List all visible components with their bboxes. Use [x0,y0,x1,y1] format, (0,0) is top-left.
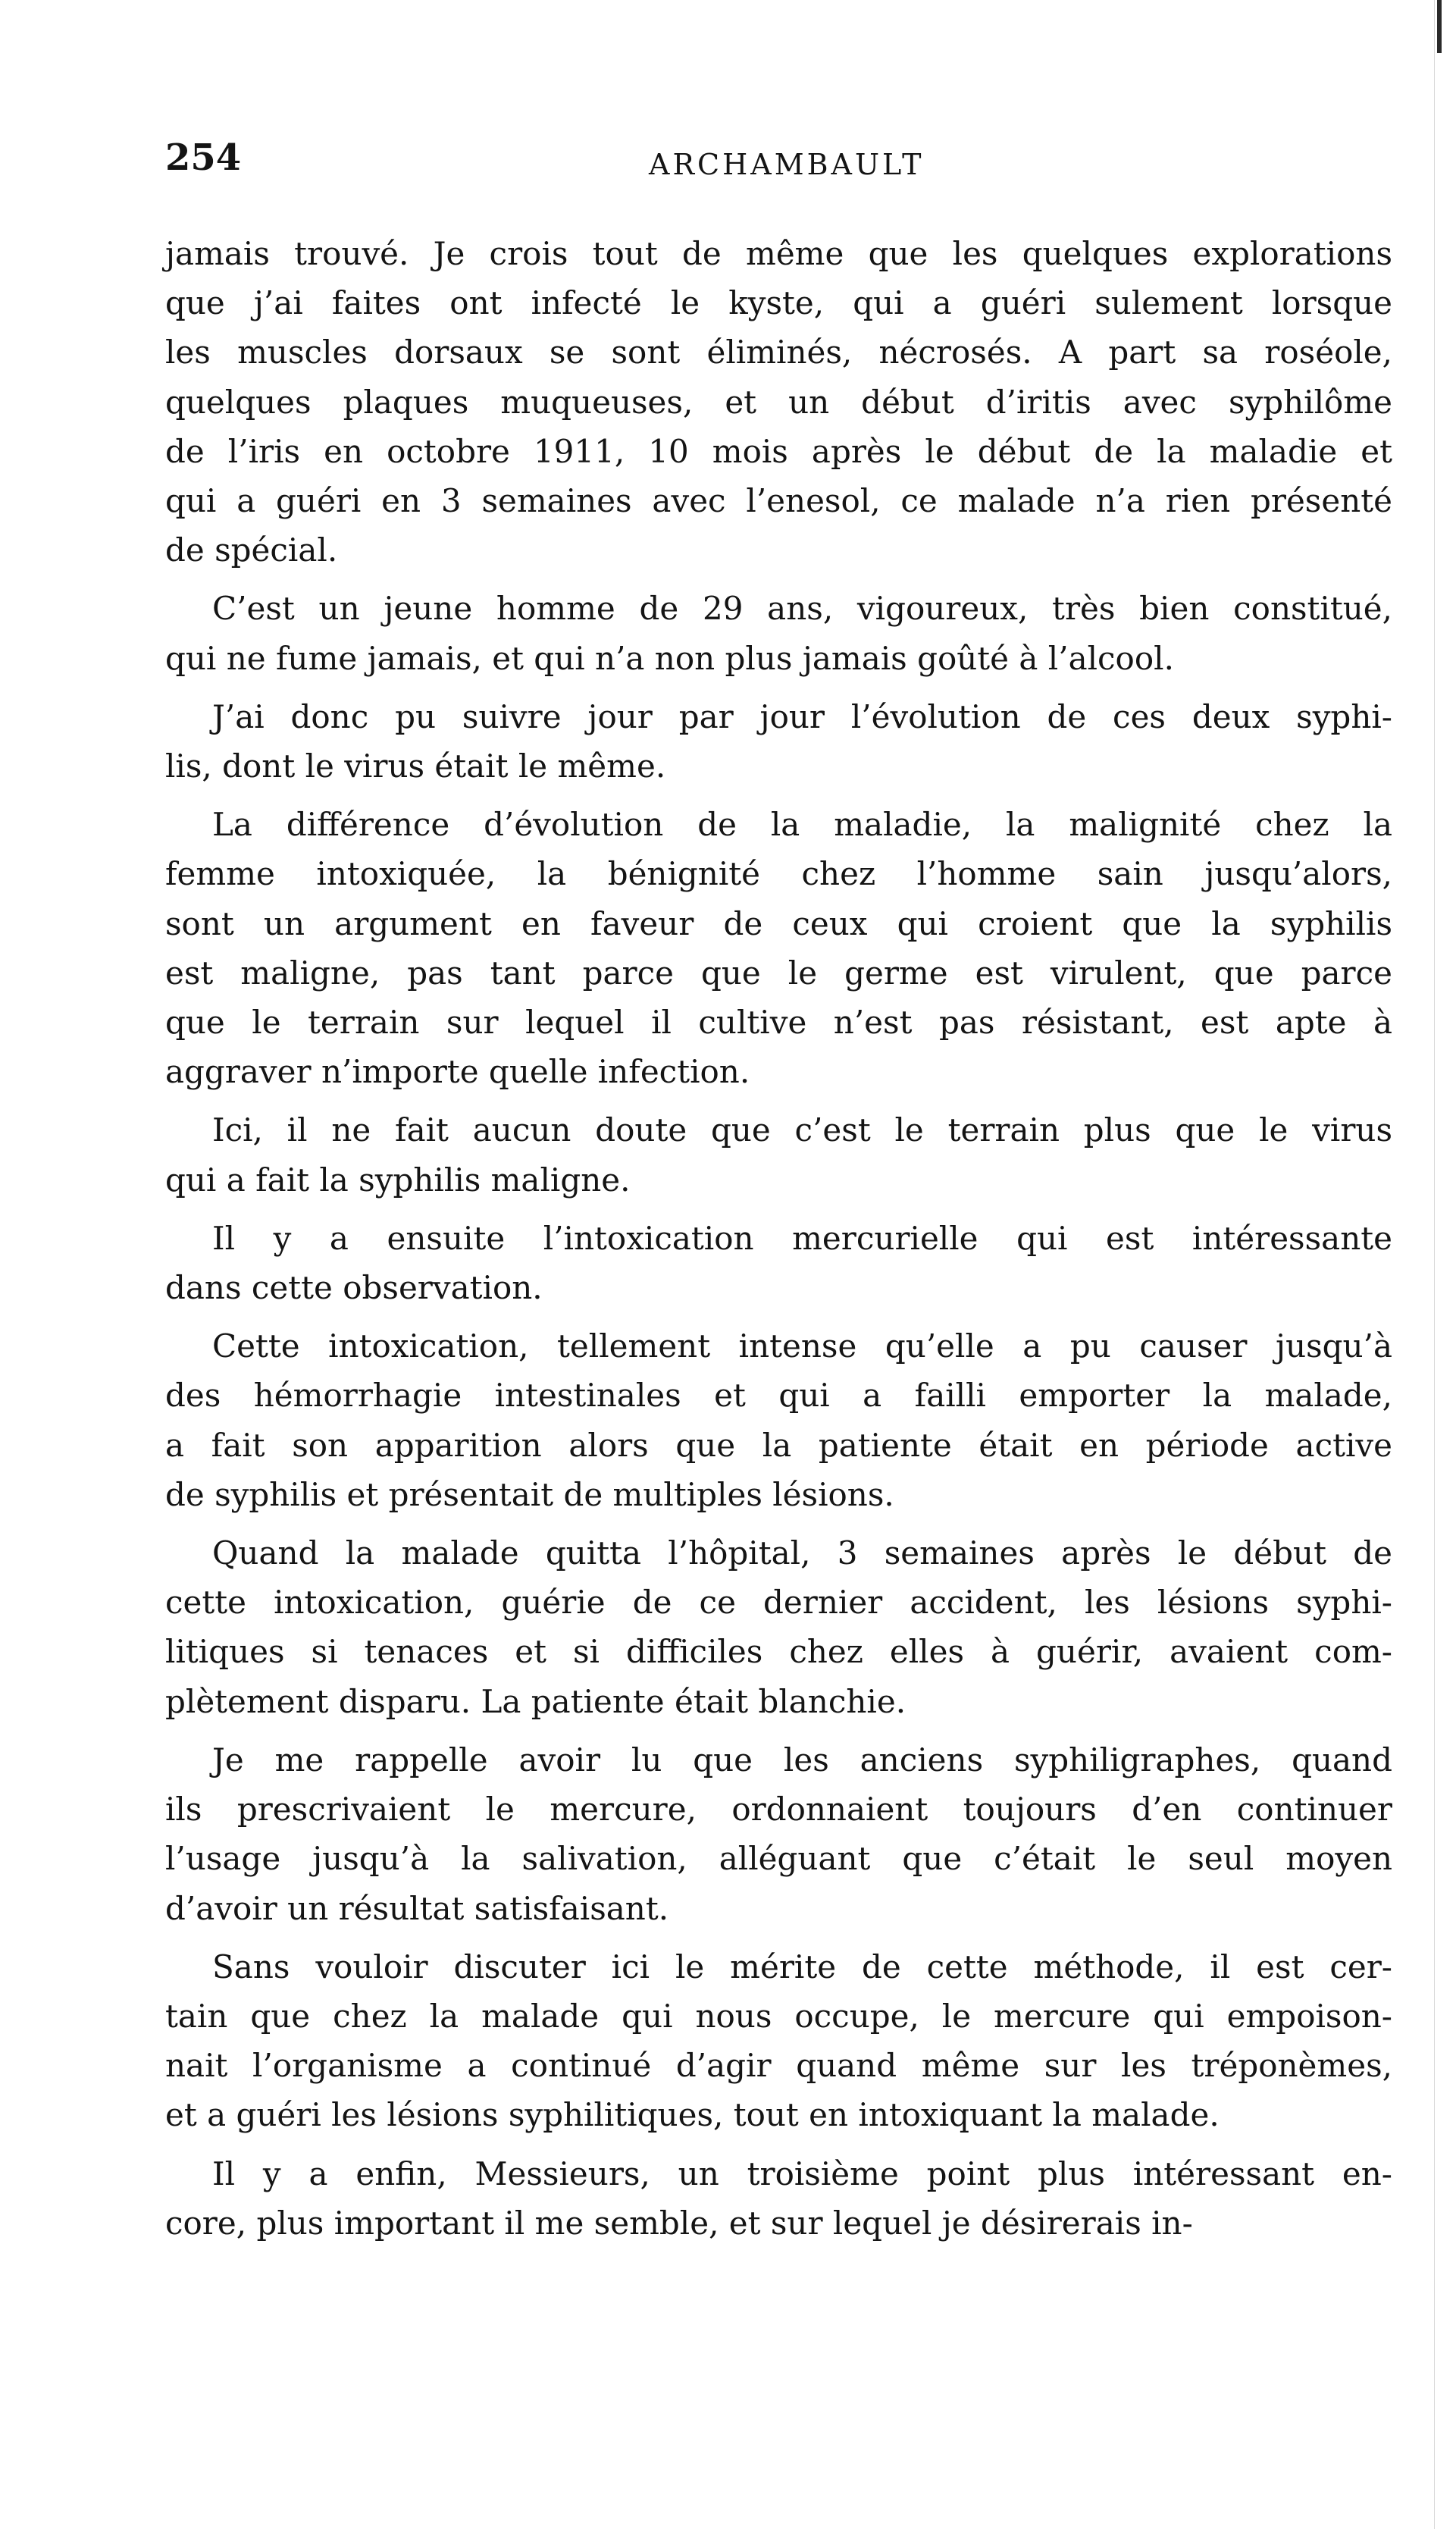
text-line: sont un argument en faveur de ceux qui croient que la syphilis [165,904,1392,942]
paragraph [165,229,1392,575]
text-line: que j’ai faites ont infecté le kyste, qui a guéri sulement lorsque [165,284,1392,322]
text-line: qui a guéri en 3 semaines avec l’enesol, ce malade n’a rien présenté [165,482,1392,520]
paragraph [165,1735,1392,1933]
text-line: dans cette observation. [165,1269,543,1307]
text-line: de l’iris en octobre 1911, 10 mois après le début de la maladie et [165,432,1392,470]
text-line: plètement disparu. La patiente était blanchie. [165,1682,906,1720]
text-line: Ici, il ne fait aucun doute que c’est le terrain plus que le virus [212,1111,1392,1149]
text-line: est maligne, pas tant parce que le germe est virulent, que parce [165,954,1392,992]
paragraph [165,584,1392,682]
text-line: ils prescrivaient le mercure, ordonnaient toujours d’en continuer [165,1791,1392,1829]
text-line: et a guéri les lésions syphilitiques, tout en intoxiquant la malade. [165,2096,1220,2134]
paragraph [165,800,1392,1096]
text-line: core, plus important il me semble, et sur lequel je désirerais in- [165,2204,1193,2242]
text-line: C’est un jeune homme de 29 ans, vigoureux, très bien constitué, [212,590,1392,628]
body-text [165,229,1392,2257]
paragraph [165,1528,1392,1726]
text-line: les muscles dorsaux se sont éliminés, nécrosés. A part sa roséole, [165,334,1392,371]
text-line: qui a fait la syphilis maligne. [165,1161,631,1199]
page-number: 254 [165,136,242,179]
paragraph [165,1321,1392,1519]
text-line: litiques si tenaces et si difficiles chez elles à guérir, avaient com- [165,1633,1392,1671]
text-line: nait l’organisme a continué d’agir quand même sur les tréponèmes, [165,2047,1392,2085]
text-line: a fait son apparition alors que la patiente était en période active [165,1426,1392,1464]
text-line: d’avoir un résultat satisfaisant. [165,1889,669,1927]
text-line: de syphilis et présentait de multiples lésions. [165,1475,894,1513]
text-line: Sans vouloir discuter ici le mérite de cette méthode, il est cer- [212,1948,1392,1985]
running-head: ARCHAMBAULT [649,148,925,181]
text-line: jamais trouvé. Je crois tout de même que les quelques explorations [165,235,1392,272]
paragraph [165,1105,1392,1204]
text-line: aggraver n’importe quelle infection. [165,1053,750,1091]
text-line: qui ne fume jamais, et qui n’a non plus jamais goûté à l’alcool. [165,639,1174,677]
text-line: Il y a enfin, Messieurs, un troisième point plus intéressant en- [212,2155,1392,2192]
text-line: que le terrain sur lequel il cultive n’est pas résistant, est apte à [165,1004,1392,1042]
paragraph [165,1214,1392,1312]
text-line: femme intoxiquée, la bénignité chez l’homme sain jusqu’alors, [165,855,1392,893]
text-line: des hémorrhagie intestinales et qui a failli emporter la malade, [165,1377,1392,1415]
text-line: Je me rappelle avoir lu que les anciens syphiligraphes, quand [212,1741,1392,1778]
paragraph [165,2149,1392,2248]
text-line: Cette intoxication, tellement intense qu’elle a pu causer jusqu’à [212,1327,1392,1365]
text-line: La différence d’évolution de la maladie, la malignité chez la [212,806,1392,844]
paragraph [165,692,1392,791]
page-gutter-line [1434,0,1435,2529]
text-line: quelques plaques muqueuses, et un début d’iritis avec syphilôme [165,383,1392,421]
scan-edge-mark [1437,0,1442,53]
text-line: de spécial. [165,531,338,569]
text-line: Quand la malade quitta l’hôpital, 3 semaines après le début de [212,1534,1392,1572]
text-line: Il y a ensuite l’intoxication mercurielle qui est intéressante [212,1219,1392,1257]
text-line: lis, dont le virus était le même. [165,747,666,785]
text-line: J’ai donc pu suivre jour par jour l’évolution de ces deux syphi- [212,697,1392,735]
text-line: cette intoxication, guérie de ce dernier accident, les lésions syphi- [165,1584,1392,1622]
text-line: tain que chez la malade qui nous occupe, le mercure qui empoison- [165,1997,1392,2035]
paragraph [165,1942,1392,2140]
text-line: l’usage jusqu’à la salivation, alléguant que c’était le seul moyen [165,1840,1392,1878]
